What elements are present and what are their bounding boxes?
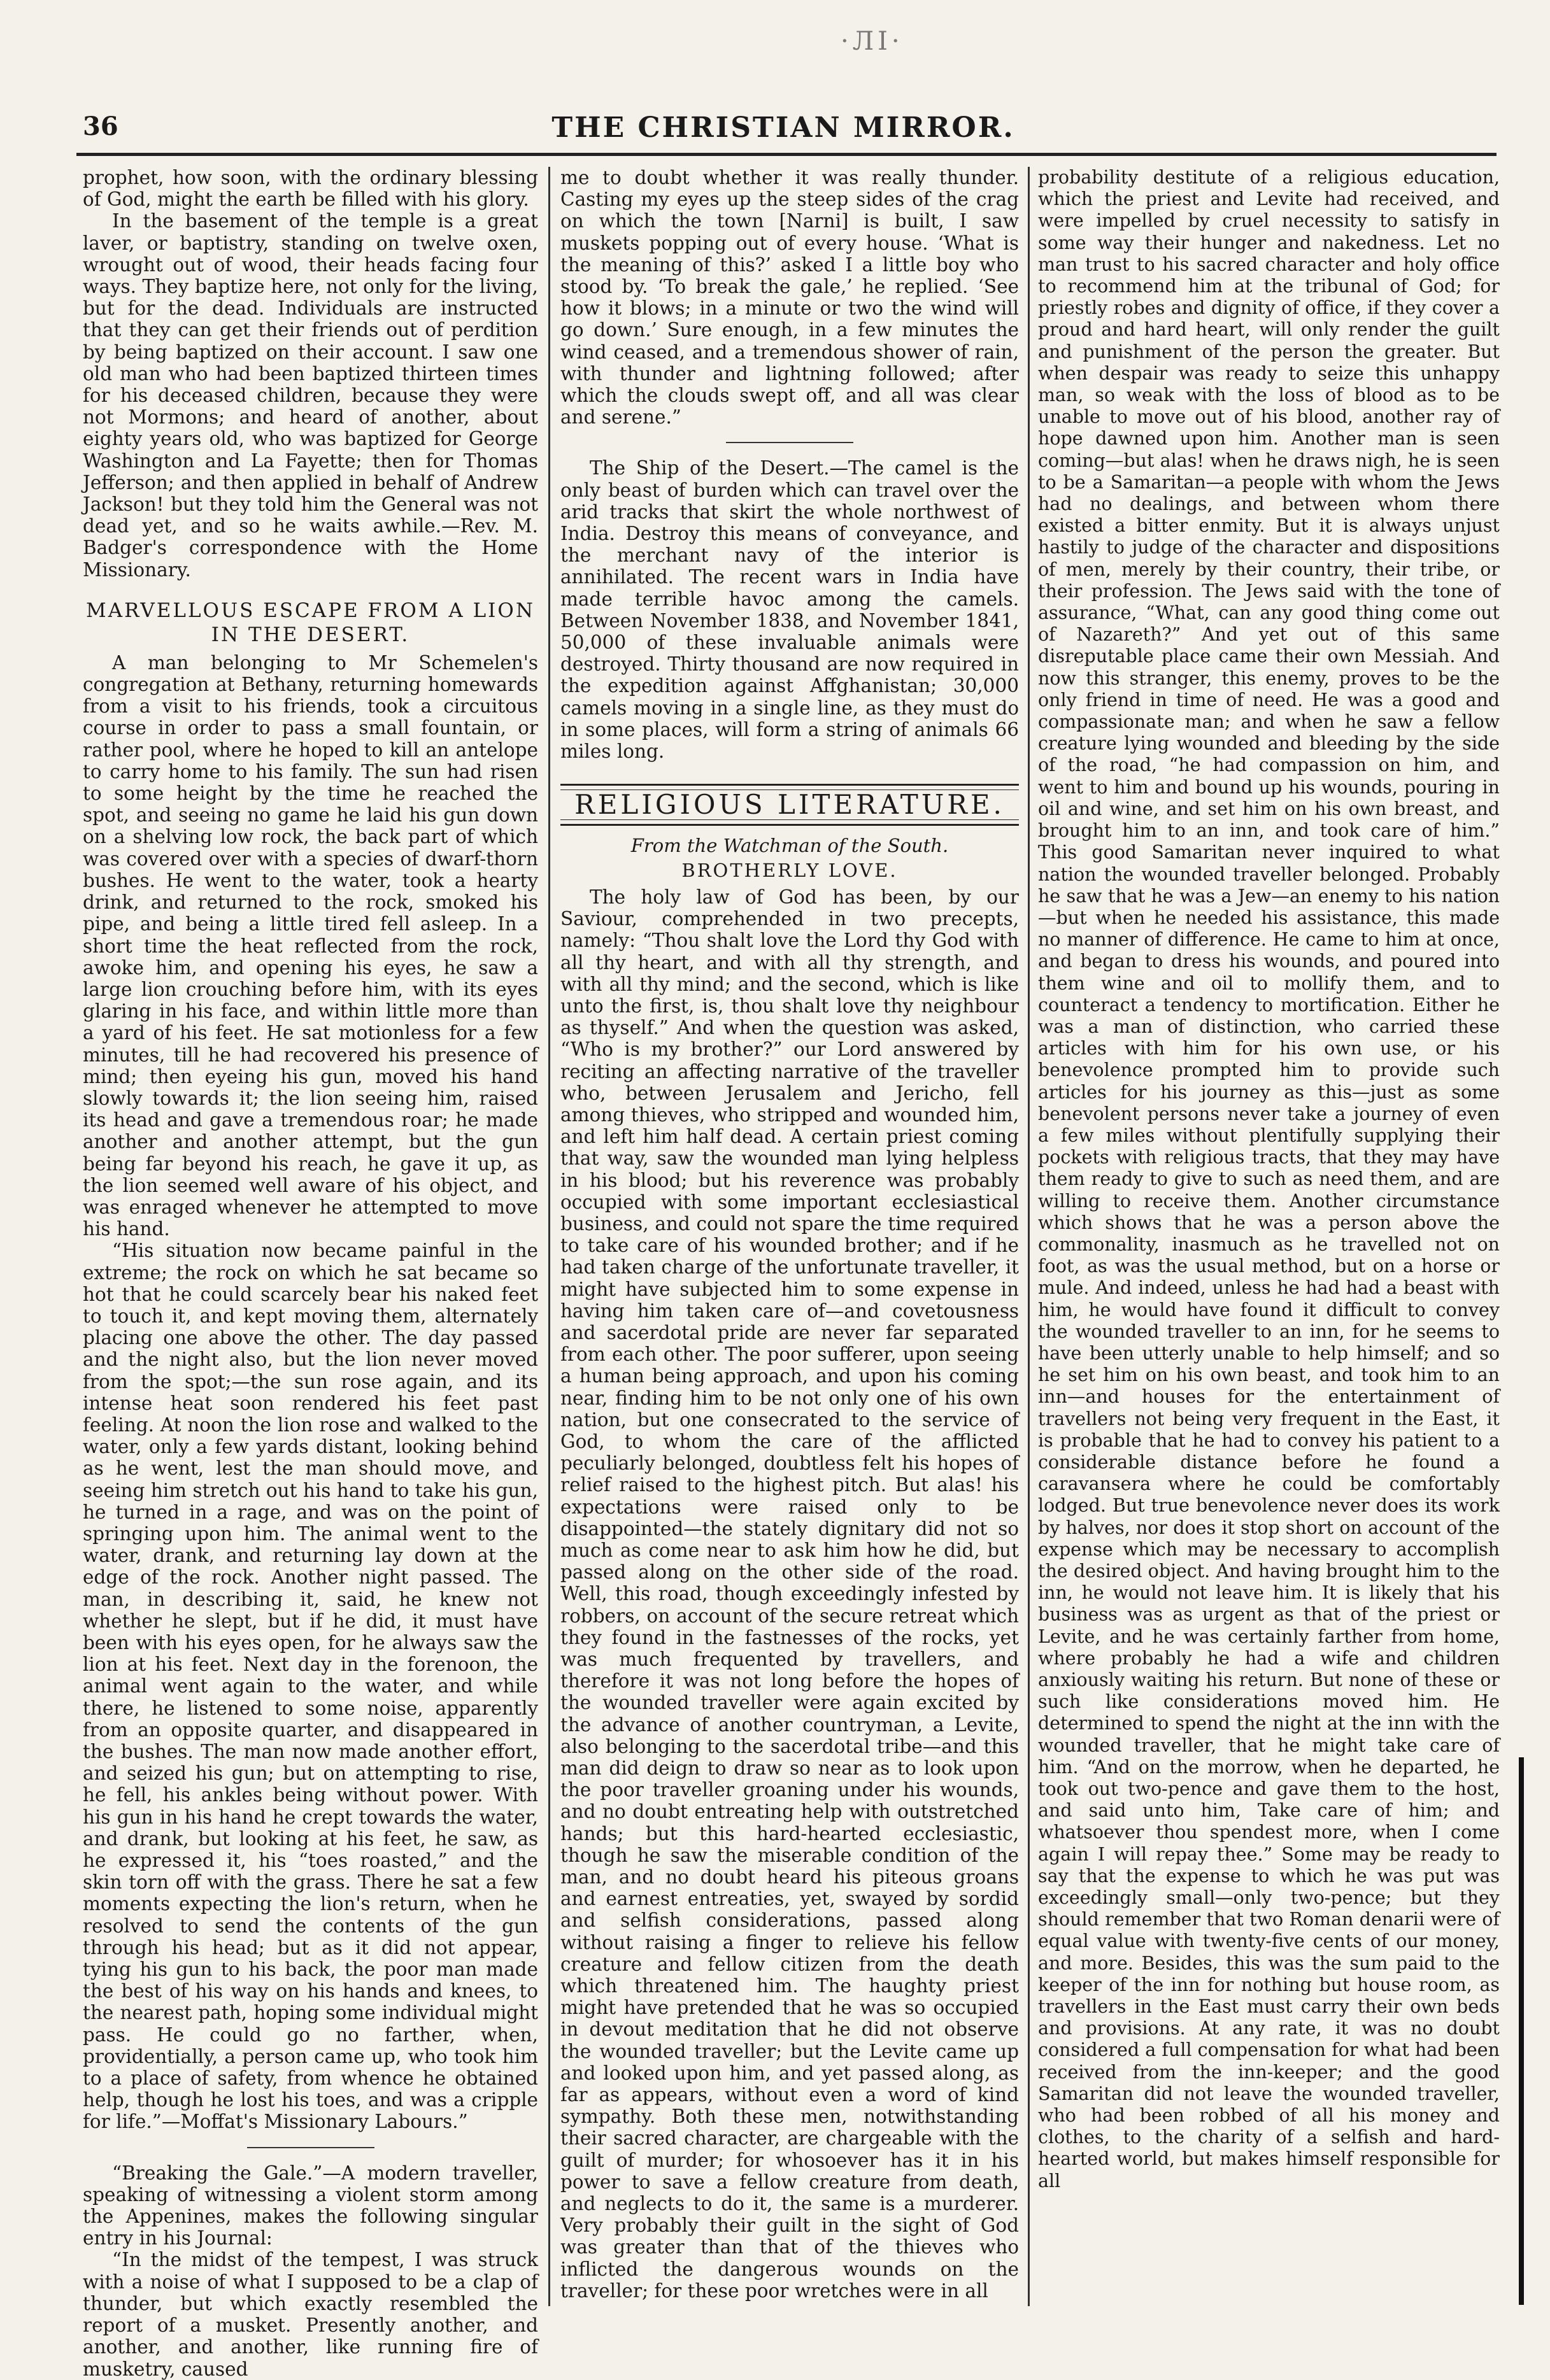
column-rule-2 xyxy=(1028,167,1030,2306)
top-mark: ·ЛІ· xyxy=(841,27,904,56)
paragraph: In the basement of the temple is a great laver, or baptistry, standing on twelve oxen, wrought out of wood, their heads facing four ways. They baptize here, not only for the living, but for the dead. Individuals are instructed that they can get their friends out of perdition by being baptized on their account. I saw one old man who had been baptized thirteen times for his deceased children, because they were not Mormons; and heard of another, about eighty years old, who was baptized for George Washington and La Fayette; then for Thomas Jefferson; and then applied in behalf of Andrew Jackson! but they told him the General was not dead yet, and so he waits awhile.—Rev. M. Badger's correspondence with the Home Missionary. xyxy=(83,210,538,581)
column-2 xyxy=(560,167,1019,2306)
page-header xyxy=(83,111,1484,150)
paragraph: “In the midst of the tempest, I was struck with a noise of what I supposed to be a clap of thunder, but which exactly resembled the report of a musket. Presently another, and another, and another, like running fire of musketry, caused xyxy=(83,2249,538,2380)
paragraph: prophet, how soon, with the ordinary blessing of God, might the earth be filled with his glory. xyxy=(83,167,538,211)
paragraph: The Ship of the Desert.—The camel is the only beast of burden which can travel over the arid tracks that skirt the whole northwest of India. Destroy this means of conveyance, and the merchant navy of the interior is annihilated. The recent wars in India have made terrible havoc among the camels. Between November 1838, and November 1841, 50,000 of these invaluable animals were destroyed. Thirty thousand are now required in the expedition against Affghanistan; 30,000 camels moving in a single line, as they must do in some places, will form a string of animals 66 miles long. xyxy=(560,457,1019,763)
paragraph: A man belonging to Mr Schemelen's congregation at Bethany, returning homewards from a visit to his friends, took a circuitous course in order to pass a small fountain, or rather pool, where he hoped to kill an antelope to carry home to his family. The sun had risen to some height by the time he reached the spot, and seeing no game he laid his gun down on a shelving low rock, the back part of which was covered over with a species of dwarf-thorn bushes. He went to the water, took a hearty drink, and returned to the rock, smoked his pipe, and being a little tired fell asleep. In a short time the heat reflected from the rock, awoke him, and opening his eyes, he saw a large lion crouching before him, with its eyes glaring in his face, and within little more than a yard of his feet. He sat motionless for a few minutes, till he had recovered his presence of mind; then eyeing his gun, moved his hand slowly towards it; the lion seeing him, raised its head and gave a tremendous roar; he made another and another attempt, but the gun being far beyond his reach, he gave it up, as the lion seemed well aware of his object, and was enraged whenever he attempted to move his hand. xyxy=(83,651,538,1240)
paragraph: The holy law of God has been, by our Saviour, comprehended in two precepts, namely: “Thou shalt love the Lord thy God with all thy heart, and with all thy strength, and with all thy mind; and the second, which is like unto the first, is, thou shalt love thy neighbour as thyself.” And when the question was asked, “Who is my brother?” our Lord answered by reciting an affecting narrative of the traveller who, between Jerusalem and Jericho, fell among thieves, who stripped and wounded him, and left him half dead. A certain priest coming that way, saw the wounded man lying helpless in his blood; but his reverence was probably occupied with some important ecclesiastical business, and could not spare the time required to take care of his wounded brother; and if he had taken charge of the unfortunate traveller, it might have subjected him to some expense in having him taken care of—and covetousness and sacerdotal pride are never far separated from each other. The poor sufferer, upon seeing a human being approach, and upon his coming near, finding him to be not only one of his own nation, but one consecrated to the service of God, to whom the care of the afflicted peculiarly belonged, doubtless felt his hopes of relief raised to the highest pitch. But alas! his expectations were raised only to be disappointed—the stately dignitary did not so much as come near to ask him how he did, but passed along on the other side of the road. Well, this road, though exceedingly infested by robbers, on account of the secure retreat which they found in the fastnesses of the rocks, yet was much frequented by travellers, and therefore it was not long before the hopes of the wounded traveller were again excited by the advance of another countryman, a Levite, also belonging to the sacerdotal tribe—and this man did deign to draw so near as to look upon the poor traveller groaning under his wounds, and no doubt entreating help with outstretched hands; but this hard-hearted ecclesiastic, though he saw the miserable condition of the man, and no doubt heard his piteous groans and earnest entreaties, yet, swayed by sordid and selfish considerations, passed along without raising a finger to relieve his fellow creature and fellow citizen from the death which threatened him. The haughty priest might have pretended that he was so occupied in devout meditation that he did not observe the wounded traveller; but the Levite came up and looked upon him, and yet passed along, as far as appears, without even a word of kind sympathy. Both these men, notwithstanding their sacred character, are chargeable with the guilt of murder; for whosoever has it in his power to save a fellow creature from death, and neglects to do it, the same is a murderer. Very probably their guilt in the sight of God was greater than that of the thieves who inflicted the dangerous wounds on the traveller; for these poor wretches were in all xyxy=(560,886,1019,2302)
article-title: BROTHERLY LOVE. xyxy=(681,859,898,881)
article-heading: MARVELLOUS ESCAPE FROM A LION IN THE DESERT. xyxy=(86,599,535,646)
header-rule xyxy=(76,153,1497,156)
section-banner xyxy=(560,784,1019,826)
binding-edge xyxy=(1519,1757,1524,2305)
paragraph: “Breaking the Gale.”—A modern traveller, speaking of witnessing a violent storm among the Appenines, makes the following singular entry in his Journal: xyxy=(83,2162,538,2249)
section-title: RELIGIOUS LITERATURE. xyxy=(560,790,1019,820)
source-line: From the Watchman of the South. xyxy=(630,835,949,857)
column-1 xyxy=(83,167,538,2380)
column-rule-1 xyxy=(548,167,550,2306)
paragraph: “His situation now became painful in the extreme; the rock on which he sat became so hot that he could scarcely bear his naked feet to touch it, and kept moving them, alternately placing one above the other. The day passed and the night also, but the lion never moved from the spot;—the sun rose again, and its intense heat soon rendered his feet past feeling. At noon the lion rose and walked to the water, only a few yards distant, looking behind as he went, lest the man should move, and seeing him stretch out his hand to take his gun, he turned in a rage, and was on the point of springing upon him. The animal went to the water, drank, and returning lay down at the edge of the rock. Another night passed. The man, in describing it, said, he knew not whether he slept, but if he did, it must have been with his eyes open, for he always saw the lion at his feet. Next day in the forenoon, the animal went again to the water, and while there, he listened to some noise, apparently from an opposite quarter, and disappeared in the bushes. The man now made another effort, and seized his gun; but on attempting to rise, he fell, his ankles being without power. With his gun in his hand he crept towards the water, and drank, but looking at his feet, he saw, as he expressed it, his “toes roasted,” and the skin torn off with the grass. There he sat a few moments expecting the lion's return, when he resolved to send the contents of the gun through his head; but as it did not appear, tying his gun to his back, the poor man made the best of his way on his hands and knees, to the nearest path, hoping some individual might pass. He could go no farther, when, providentially, a person came up, who took him to a place of safety, from whence he obtained help, though he lost his toes, and was a cripple for life.”—Moffat's Missionary Labours.” xyxy=(83,1240,538,2133)
short-divider xyxy=(247,2147,374,2148)
column-3 xyxy=(1038,167,1500,2306)
paragraph: probability destitute of a religious education, which the priest and Levite had received, and were impelled by cruel necessity to satisfy in some way their hunger and nakedness. Let no man trust to his sacred character and holy office to recommend him at the tribunal of God; for priestly robes and dignity of office, if they cover a proud and hard heart, will only render the guilt and punishment of the person the greater. But when despair was ready to seize this unhappy man, so weak with the loss of blood as to be unable to move out of his blood, another ray of hope dawned upon him. Another man is seen coming—but alas! when he draws nigh, he is seen to be a Samaritan—a people with whom the Jews had no dealings, and between whom there existed a bitter enmity. But it is always unjust hastily to judge of the character and dispositions of men, merely by their country, their tribe, or their profession. The Jews said with the tone of assurance, “What, can any good thing come out of Nazareth?” And yet out of this same disreputable place came their own Messiah. And now this stranger, this enemy, proves to be the only friend in time of need. He was a good and compassionate man; and when he saw a fellow creature lying wounded and bleeding by the side of the road, “he had compassion on him, and went to him and bound up his wounds, pouring in oil and wine, and set him on his own breast, and brought him to an inn, and took care of him.” This good Samaritan never inquired to what nation the wounded traveller belonged. Probably he saw that he was a Jew—an enemy to his nation—but when he needed his assistance, this made no manner of difference. He came to him at once, and began to dress his wounds, and poured into them wine and oil to mollify them, and to counteract a tendency to mortification. Either he was a man of distinction, who carried these articles with him for his own use, or his benevolence prompted him to provide such articles for his journey as this—just as some benevolent persons never take a journey of even a few miles without plentifully supplying their pockets with religious tracts, that they may have them ready to give to such as need them, and are willing to receive them. Another circumstance which shows that he was a person above the commonality, inasmuch as he travelled not on foot, as was the usual method, but on a horse or mule. And indeed, unless he had had a beast with him, he would have found it difficult to convey the wounded traveller to an inn, for he seems to have been utterly unable to help himself; and so he set him on his own beast, and took him to an inn—and houses for the entertainment of travellers not being very frequent in the East, it is probable that he had to convey his patient to a considerable distance before he found a caravansera where he could be comfortably lodged. But true benevolence never does its work by halves, nor does it stop short on account of the expense which may be necessary to accomplish the desired object. And having brought him to the inn, he would not leave him. It is likely that his business was as urgent as that of the priest or Levite, and he was certainly farther from home, where probably he had a wife and children anxiously waiting his return. But none of these or such like considerations moved him. He determined to spend the night at the inn with the wounded traveller, that he might take care of him. “And on the morrow, when he departed, he took out two-pence and gave them to the host, and said unto him, Take care of him; and whatsoever thou spendest more, when I come again I will repay thee.” Some may be ready to say that the expense to which he was put was exceedingly small—only two-pence; but they should remember that two Roman denarii were of equal value with twenty-five cents of our money, and more. Besides, this was the sum paid to the keeper of the inn for nothing but house room, as travellers in the East must carry their own beds and provisions. At any rate, it was no doubt considered a full compensation for what had been received from the inn-keeper; and the good Samaritan did not leave the wounded traveller, who had been robbed of all his money and clothes, to the charity of a selfish and hard-hearted world, but makes himself responsible for all xyxy=(1038,167,1500,2192)
page-number: 36 xyxy=(83,111,118,141)
running-title: THE CHRISTIAN MIRROR. xyxy=(551,111,1015,144)
paragraph: me to doubt whether it was really thunder. Casting my eyes up the steep sides of the crag on which the town [Narni] is built, I saw muskets popping out of every house. ‘What is the meaning of this?’ asked I a little boy who stood by. ‘To break the gale,’ he replied. ‘See how it blows; in a minute or two the wind will go down.’ Sure enough, in a few minutes the wind ceased, and a tremendous shower of rain, with thunder and lightning followed; after which the clouds swept off, and all was clear and serene.” xyxy=(560,167,1019,429)
short-divider xyxy=(726,442,853,443)
